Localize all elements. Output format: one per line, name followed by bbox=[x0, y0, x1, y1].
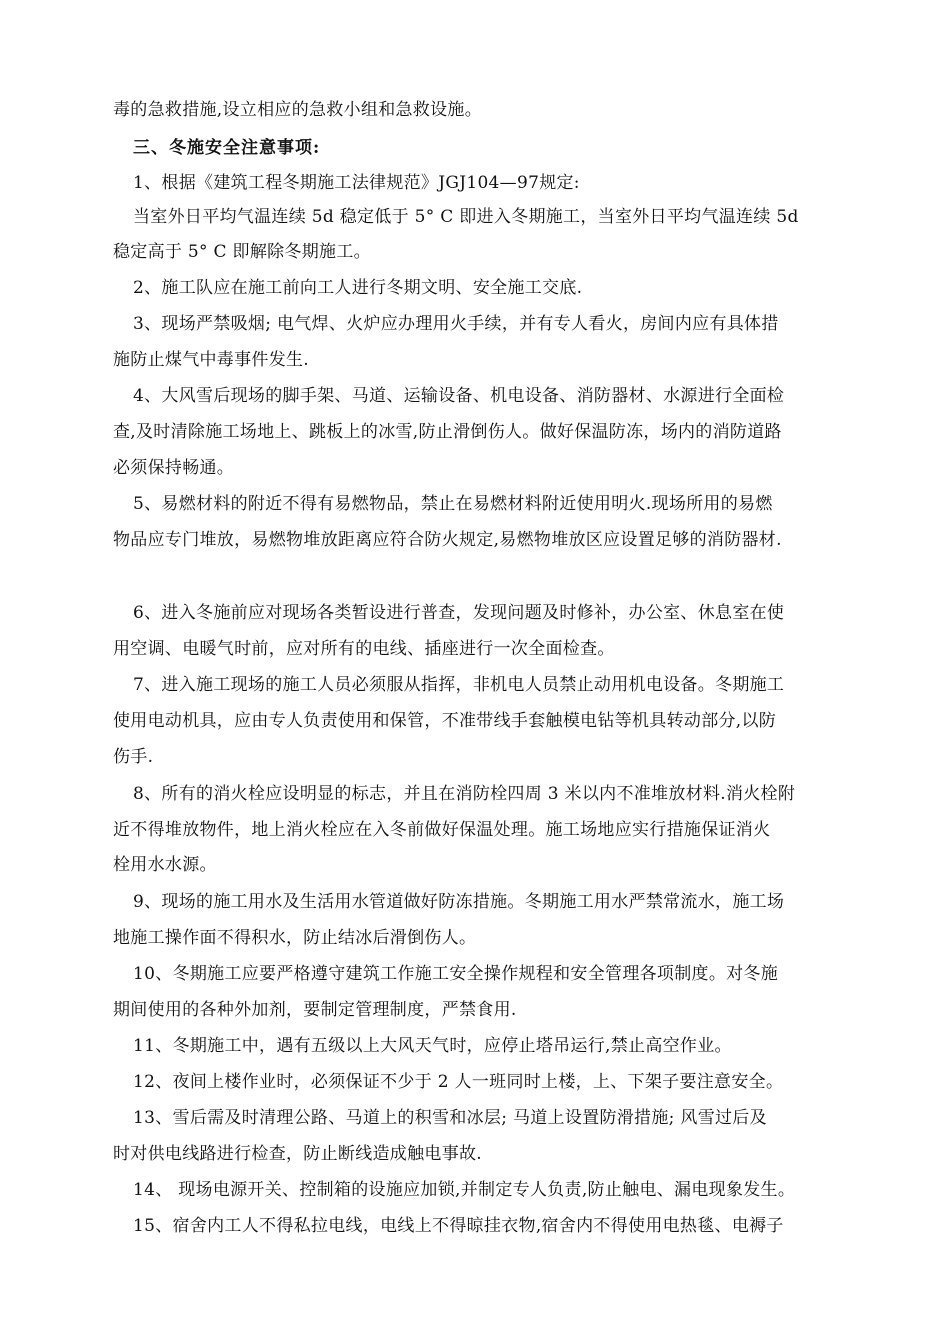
text-line: 必须保持畅通。 bbox=[113, 458, 235, 478]
text-line: 9、现场的施工用水及生活用水管道做好防冻措施。冬期施工用水严禁常流水，施工场 bbox=[133, 892, 785, 912]
text-line: 6、进入冬施前应对现场各类暂设进行普查，发现问题及时修补，办公室、休息室在使 bbox=[133, 603, 785, 623]
text-line: 施防止煤气中毒事件发生. bbox=[113, 350, 310, 370]
text-line: 地施工操作面不得积水，防止结冰后滑倒伤人。 bbox=[113, 928, 477, 948]
text-line: 10、冬期施工应要严格遵守建筑工作施工安全操作规程和安全管理各项制度。对冬施 bbox=[133, 964, 779, 984]
text-line: 4、大风雪后现场的脚手架、马道、运输设备、机电设备、消防器材、水源进行全面检 bbox=[133, 386, 785, 406]
text-line: 8、所有的消火栓应设明显的标志，并且在消防栓四周 3 米以内不准堆放材料.消火栓附 bbox=[133, 784, 796, 804]
text-line: 伤手. bbox=[113, 747, 154, 767]
text-line: 15、宿舍内工人不得私拉电线，电线上不得晾挂衣物,宿舍内不得使用电热毯、电褥子 bbox=[133, 1216, 784, 1236]
text-line: 用空调、电暖气时前，应对所有的电线、插座进行一次全面检查。 bbox=[113, 639, 615, 659]
text-line: 时对供电线路进行检查，防止断线造成触电事故. bbox=[113, 1144, 483, 1164]
text-line: 5、易燃材料的附近不得有易燃物品，禁止在易燃材料附近使用明火.现场所用的易燃 bbox=[133, 494, 773, 514]
text-line: 2、施工队应在施工前向工人进行冬期文明、安全施工交底. bbox=[133, 278, 583, 298]
text-line: 14、 现场电源开关、控制箱的设施应加锁,并制定专人负责,防止触电、漏电现象发生。 bbox=[133, 1180, 796, 1200]
text-line: 毒的急救措施,设立相应的急救小组和急救设施。 bbox=[113, 100, 483, 120]
text-line: 3、现场严禁吸烟; 电气焊、火炉应办理用火手续，并有专人看火，房间内应有具体措 bbox=[133, 314, 779, 334]
text-line: 物品应专门堆放，易燃物堆放距离应符合防火规定,易燃物堆放区应设置足够的消防器材. bbox=[113, 530, 782, 550]
text-line: 12、夜间上楼作业时，必须保证不少于 2 人一班同时上楼，上、下架子要注意安全。 bbox=[133, 1072, 784, 1092]
text-line: 1、根据《建筑工程冬期施工法律规范》JGJ104—97规定: bbox=[133, 173, 580, 193]
text-line: 使用电动机具，应由专人负责使用和保管，不准带线手套触模电钻等机具转动部分,以防 bbox=[113, 711, 777, 731]
text-line: 查,及时清除施工场地上、跳板上的冰雪,防止滑倒伤人。做好保温防冻，场内的消防道路 bbox=[113, 422, 782, 442]
text-line: 栓用水水源。 bbox=[113, 855, 217, 875]
text-line: 13、雪后需及时清理公路、马道上的积雪和冰层; 马道上设置防滑措施; 风雪过后及 bbox=[133, 1108, 767, 1128]
text-line: 11、冬期施工中，遇有五级以上大风天气时，应停止塔吊运行,禁止高空作业。 bbox=[133, 1036, 732, 1056]
section-heading: 三、冬施安全注意事项: bbox=[133, 138, 321, 158]
text-line: 7、进入施工现场的施工人员必须服从指挥，非机电人员禁止动用机电设备。冬期施工 bbox=[133, 675, 785, 695]
text-line: 当室外日平均气温连续 5d 稳定低于 5° C 即进入冬期施工，当室外日平均气温连续 5d bbox=[133, 207, 799, 227]
text-line: 期间使用的各种外加剂，要制定管理制度，严禁食用. bbox=[113, 1000, 517, 1020]
text-line: 近不得堆放物件，地上消火栓应在入冬前做好保温处理。施工场地应实行措施保证消火 bbox=[113, 820, 771, 840]
text-line: 稳定高于 5° C 即解除冬期施工。 bbox=[113, 242, 371, 262]
